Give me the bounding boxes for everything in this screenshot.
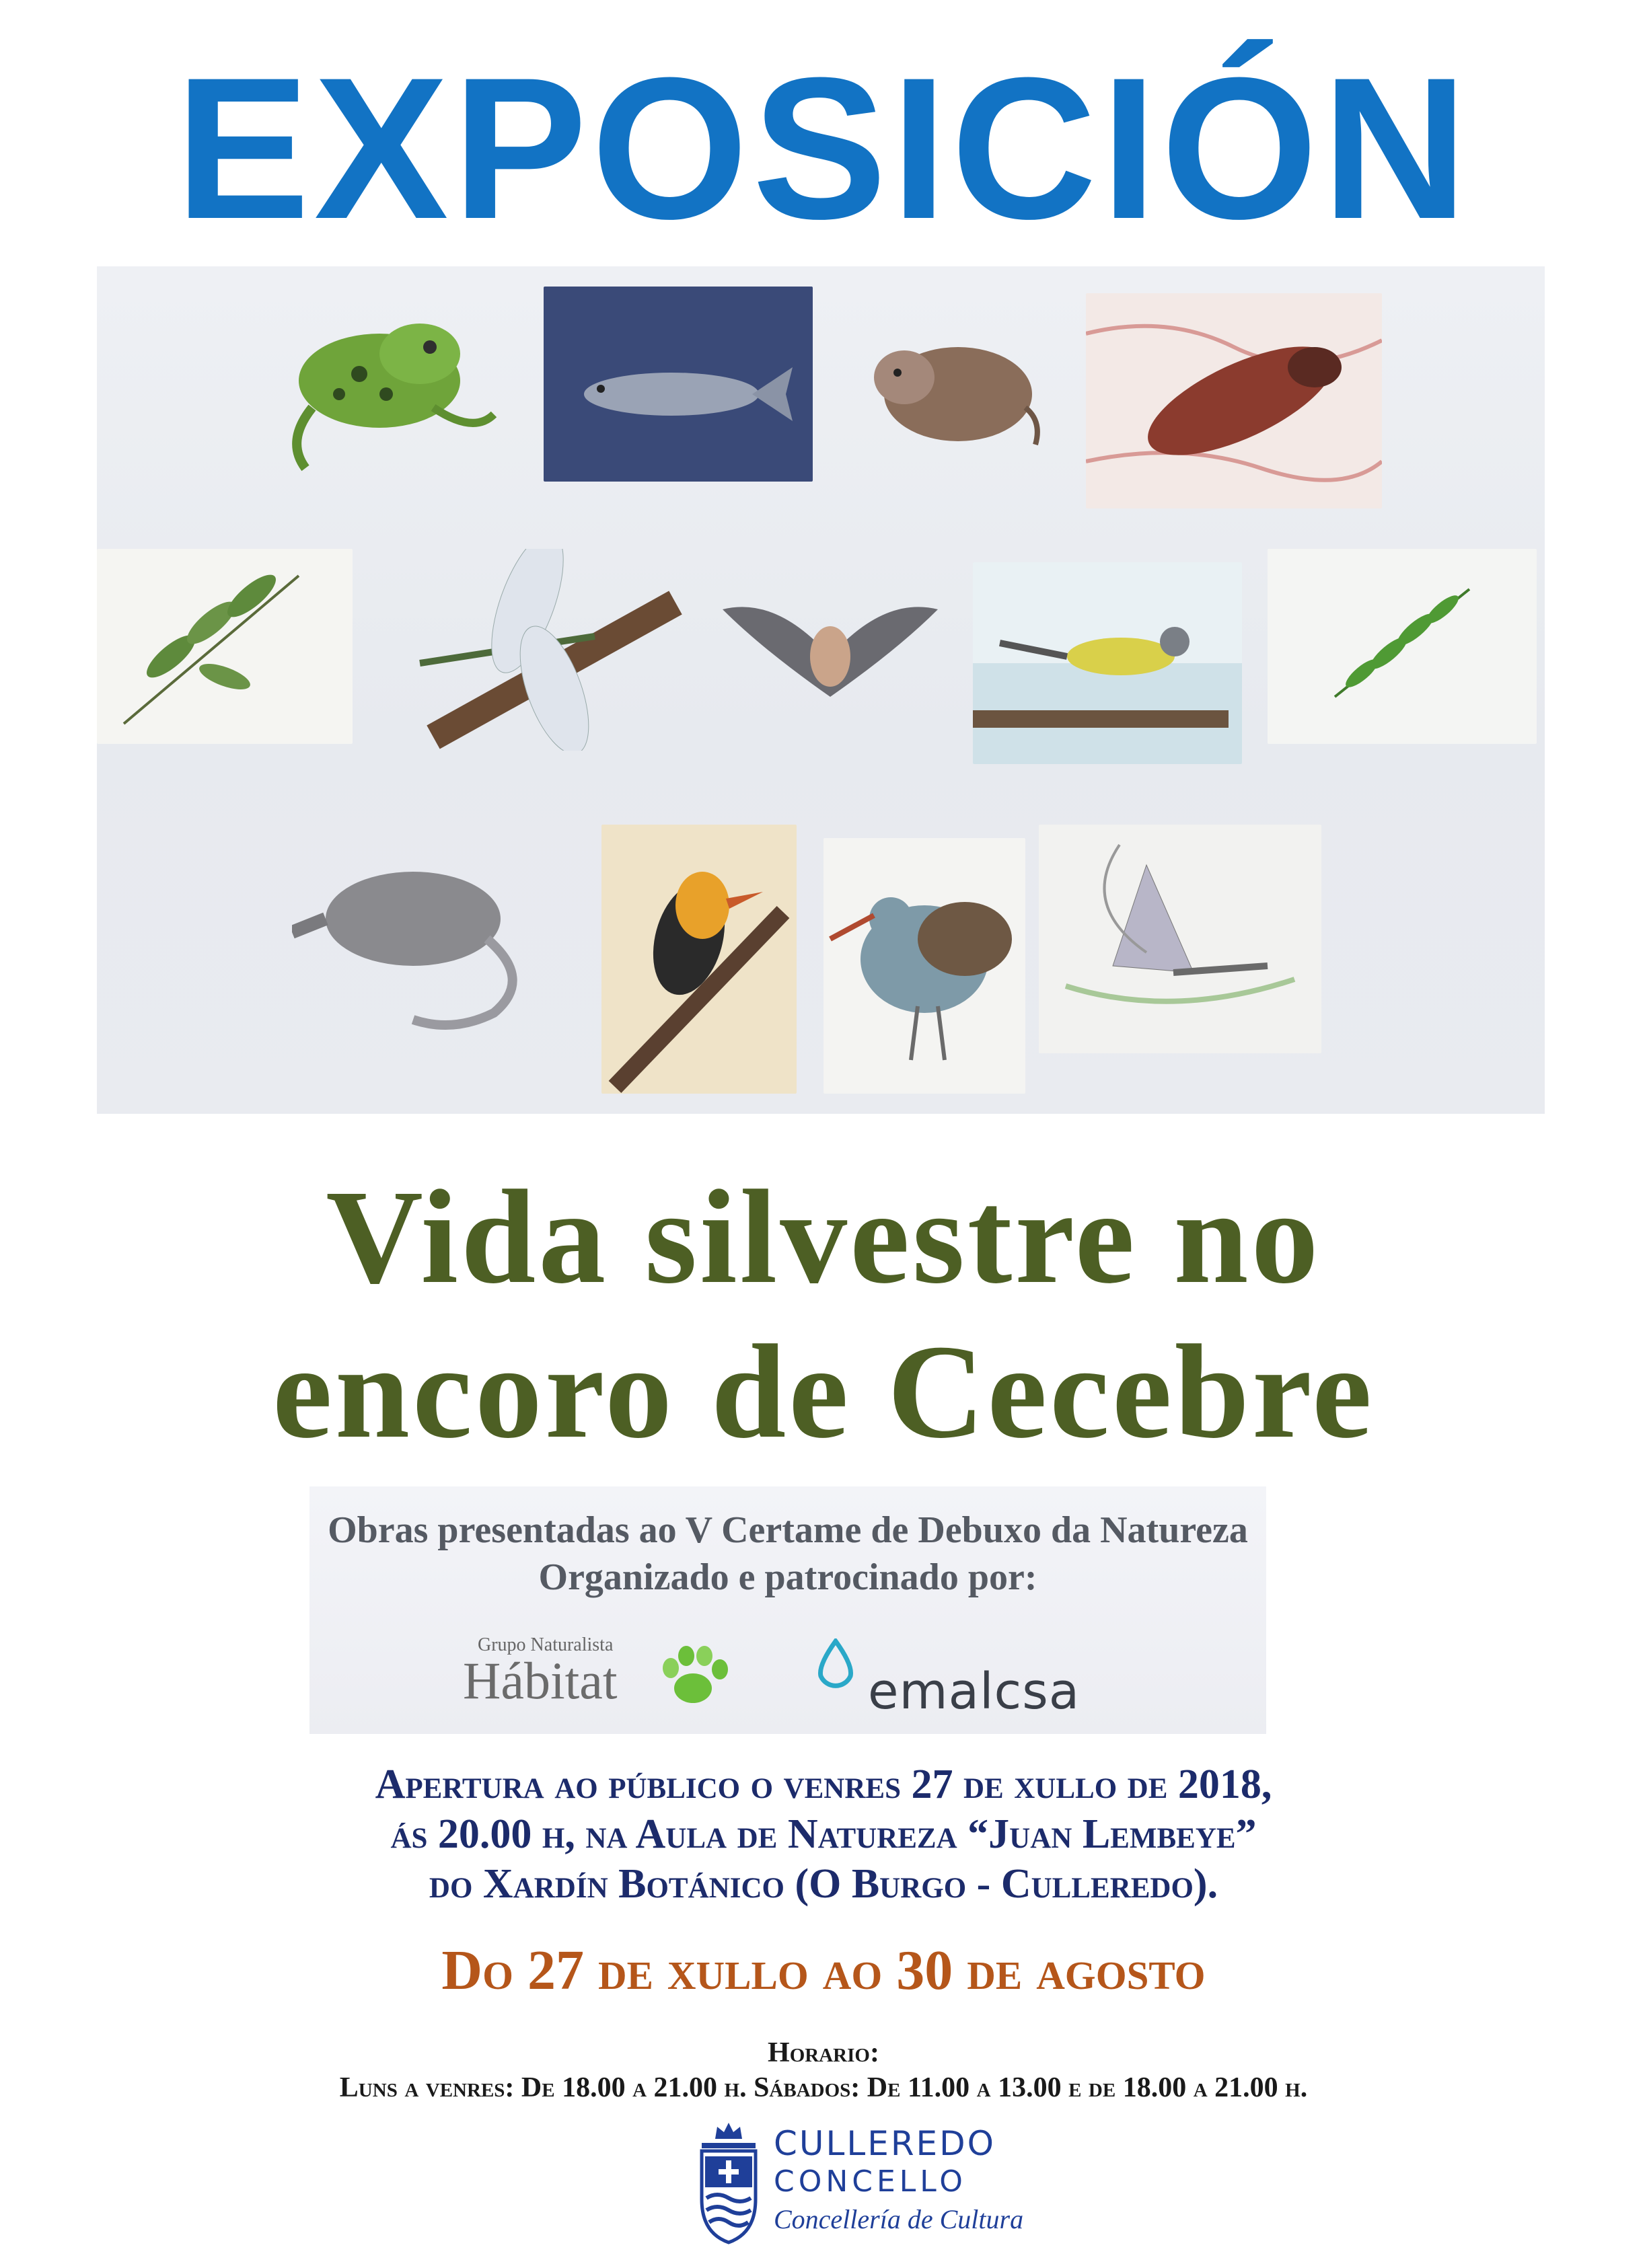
oriole-drawing [601, 825, 797, 1094]
council-name-line-1: CULLEREDO [774, 2124, 996, 2163]
exhibition-dates: Do 27 de xullo ao 30 de agosto [441, 1939, 1206, 2002]
opening-info-line-3: do Xardín Botánico (O Burgo - Culleredo). [429, 1861, 1218, 1907]
subtitle-line-2: encoro de Cecebre [272, 1318, 1375, 1466]
water-drop-icon [815, 1638, 856, 1694]
subtitle-line-1: Vida silvestre no [326, 1163, 1321, 1312]
insect-drawing [1086, 293, 1382, 508]
paw-print-icon [656, 1641, 730, 1708]
dragonfly-drawing [393, 549, 689, 751]
opening-info-line-2: ás 20.00 h, na Aula de Natureza “Juan Lembeye” [390, 1811, 1257, 1857]
hours-text: Luns a venres: De 18.00 a 21.00 h. Sábados: De 11.00 a 13.00 e de 18.00 a 21.00 h. [339, 2072, 1308, 2103]
opening-info-line-1: Apertura ao público o venres 27 de xullo de 2018, [375, 1762, 1272, 1807]
fern-drawing [1268, 549, 1537, 744]
sponsor-panel [309, 1486, 1266, 1734]
organizers-text: Organizado e patrocinado por: [538, 1556, 1037, 1598]
council-department: Concellería de Cultura [774, 2204, 1024, 2234]
fish-drawing [544, 287, 813, 482]
culleredo-crest-icon [692, 2119, 766, 2246]
mayfly-drawing [1039, 825, 1321, 1053]
emalcsa-logo-name: emalcsa [868, 1663, 1081, 1721]
wagtail-drawing [973, 562, 1242, 764]
habitat-group-label: Grupo Naturalista [478, 1634, 614, 1655]
certame-text: Obras presentadas ao V Certame de Debuxo da Natureza [328, 1509, 1248, 1551]
frog-drawing [258, 280, 514, 482]
council-name-line-2: CONCELLO [774, 2164, 967, 2199]
bat-drawing [716, 569, 945, 724]
poster-title: EXPOSICIÓN [175, 35, 1472, 261]
leaves-drawing [97, 549, 353, 744]
habitat-logo-name: Hábitat [463, 1651, 618, 1710]
hours-label: Horario: [768, 2037, 879, 2068]
rodent-drawing [857, 320, 1046, 455]
rail-drawing [824, 838, 1025, 1094]
artwork-collage [97, 266, 1545, 1114]
shrew-drawing [292, 845, 601, 1040]
